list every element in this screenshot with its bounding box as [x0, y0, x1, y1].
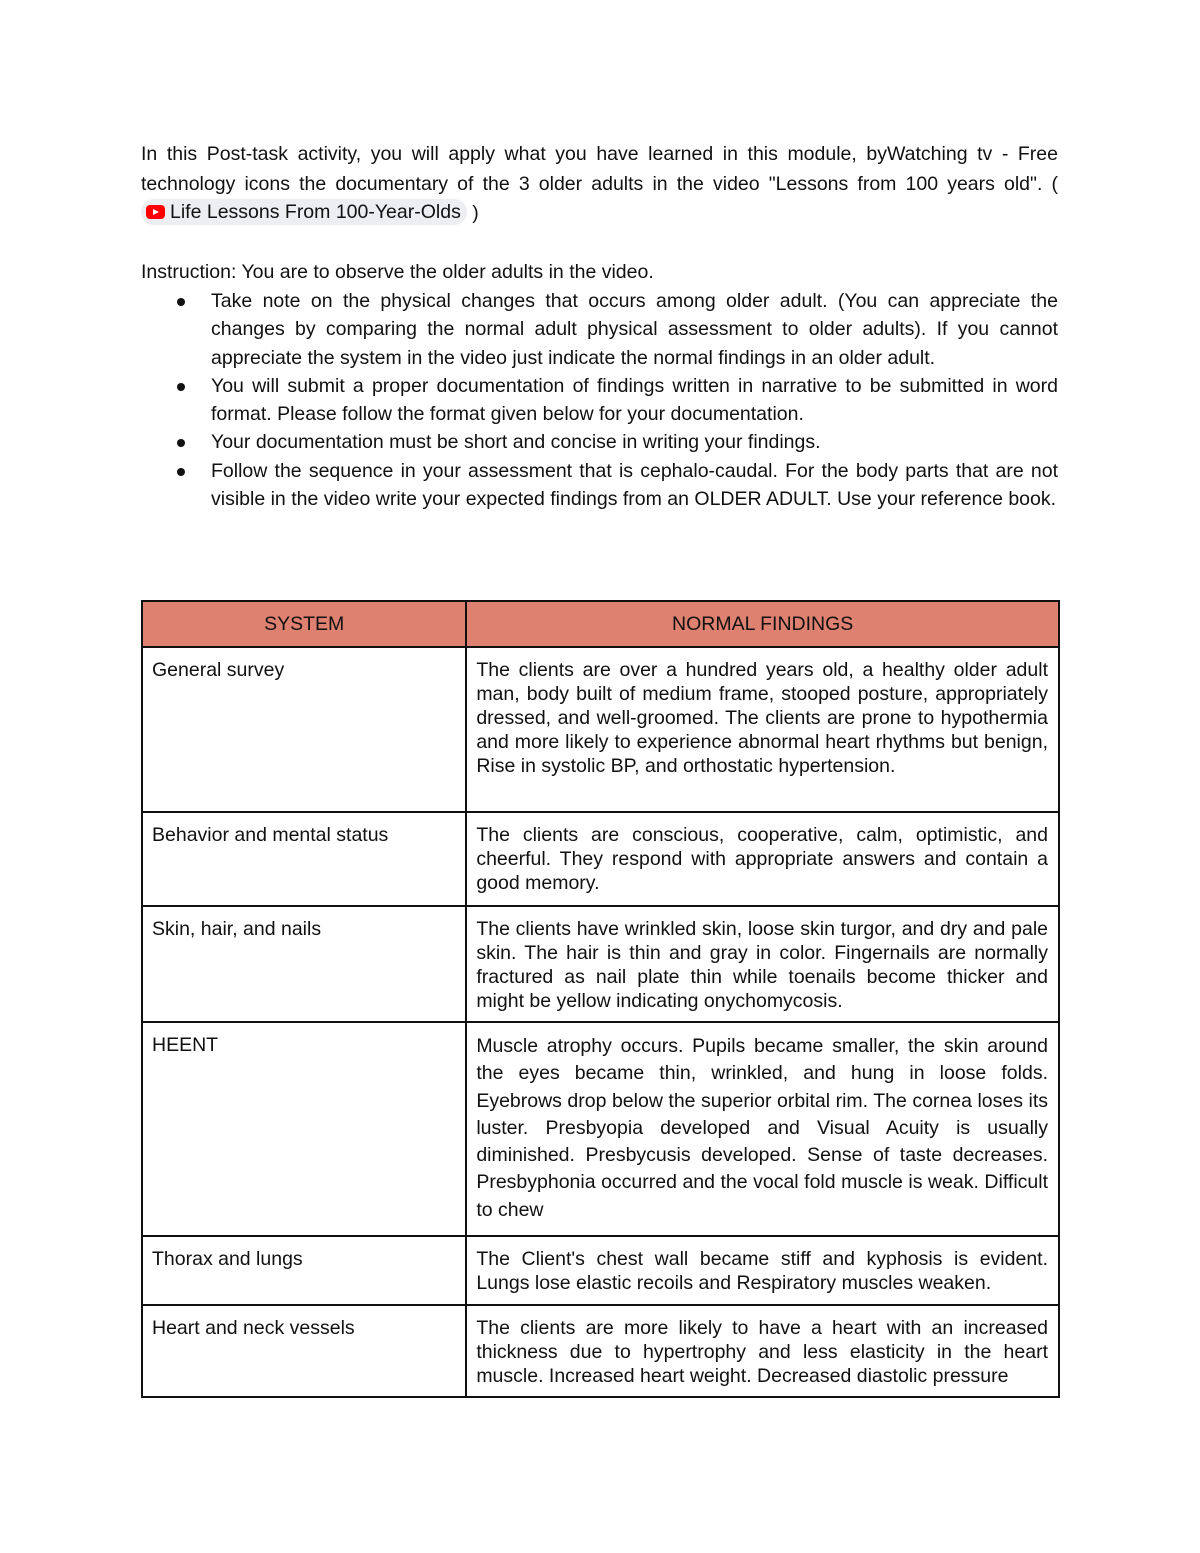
findings-cell: The clients are conscious, cooperative, calm, optimistic, and cheerful. They respond with appropriate answers and contain a good memory. [466, 812, 1059, 906]
system-cell: Thorax and lungs [142, 1236, 466, 1305]
header-normal-findings: NORMAL FINDINGS [466, 601, 1059, 647]
instruction-list [141, 287, 1058, 513]
system-cell: General survey [142, 647, 466, 812]
table-row [142, 1305, 1059, 1397]
table-row [142, 812, 1059, 906]
findings-cell: The clients are more likely to have a heart with an increased thickness due to hypertrophy and less elasticity in the heart muscle. Increased heart weight. Decreased diastolic pressure [466, 1305, 1059, 1397]
findings-cell: Muscle atrophy occurs. Pupils became smaller, the skin around the eyes became thin, wrinkled, and hung in loose folds. Eyebrows drop below the superior orbital rim. The cornea loses its luster. Presbyopia developed and Visual Acuity is usually diminished. Presbycusis developed. Sense of taste decreases. Presbyphonia occurred and the vocal fold muscle is weak. Difficult to chew [466, 1022, 1059, 1236]
system-cell: HEENT [142, 1022, 466, 1236]
intro-paragraph [141, 140, 1058, 229]
youtube-play-icon [146, 205, 165, 219]
table-row [142, 906, 1059, 1022]
list-item: Follow the sequence in your assessment that is cephalo-caudal. For the body parts that are not visible in the video write your expected findings from an OLDER ADULT. Use your reference book. [211, 457, 1058, 514]
intro-text: In this Post-task activity, you will apply what you have learned in this module, byWatching tv - Free technology icons the documentary of the 3 older adults in the video "Lessons from 100 years old". ( [141, 143, 1058, 195]
video-link-chip[interactable] [141, 199, 467, 225]
table-row [142, 1022, 1059, 1236]
findings-table [141, 600, 1060, 1398]
findings-cell: The clients have wrinkled skin, loose skin turgor, and dry and pale skin. The hair is thin and gray in color. Fingernails are normally fractured as nail plate thin while toenails become thicker and might be yellow indicating onychomycosis. [466, 906, 1059, 1022]
table-row [142, 1236, 1059, 1305]
list-item: Take note on the physical changes that occurs among older adult. (You can appreciate the changes by comparing the normal adult physical assessment to older adults). If you cannot appreciate the system in the video just indicate the normal findings in an older adult. [211, 287, 1058, 372]
findings-cell: The clients are over a hundred years old, a healthy older adult man, body built of medium frame, stooped posture, appropriately dressed, and well-groomed. The clients are prone to hypothermia and more likely to experience abnormal heart rhythms but benign, Rise in systolic BP, and orthostatic hypertension. [466, 647, 1059, 812]
system-cell: Skin, hair, and nails [142, 906, 466, 1022]
list-item: Your documentation must be short and concise in writing your findings. [211, 428, 1058, 456]
system-cell: Heart and neck vessels [142, 1305, 466, 1397]
table-header-row [142, 601, 1059, 647]
list-item: You will submit a proper documentation of findings written in narrative to be submitted in word format. Please follow the format given below for your documentation. [211, 372, 1058, 429]
video-link-label[interactable]: Life Lessons From 100-Year-Olds [170, 201, 461, 223]
intro-text-end: ) [472, 202, 479, 224]
header-system: SYSTEM [142, 601, 466, 647]
document-page [141, 140, 1058, 513]
table-row [142, 647, 1059, 812]
findings-cell: The Client's chest wall became stiff and kyphosis is evident. Lungs lose elastic recoils and Respiratory muscles weaken. [466, 1236, 1059, 1305]
instruction-text: Instruction: You are to observe the older adults in the video. [141, 260, 654, 283]
system-cell: Behavior and mental status [142, 812, 466, 906]
